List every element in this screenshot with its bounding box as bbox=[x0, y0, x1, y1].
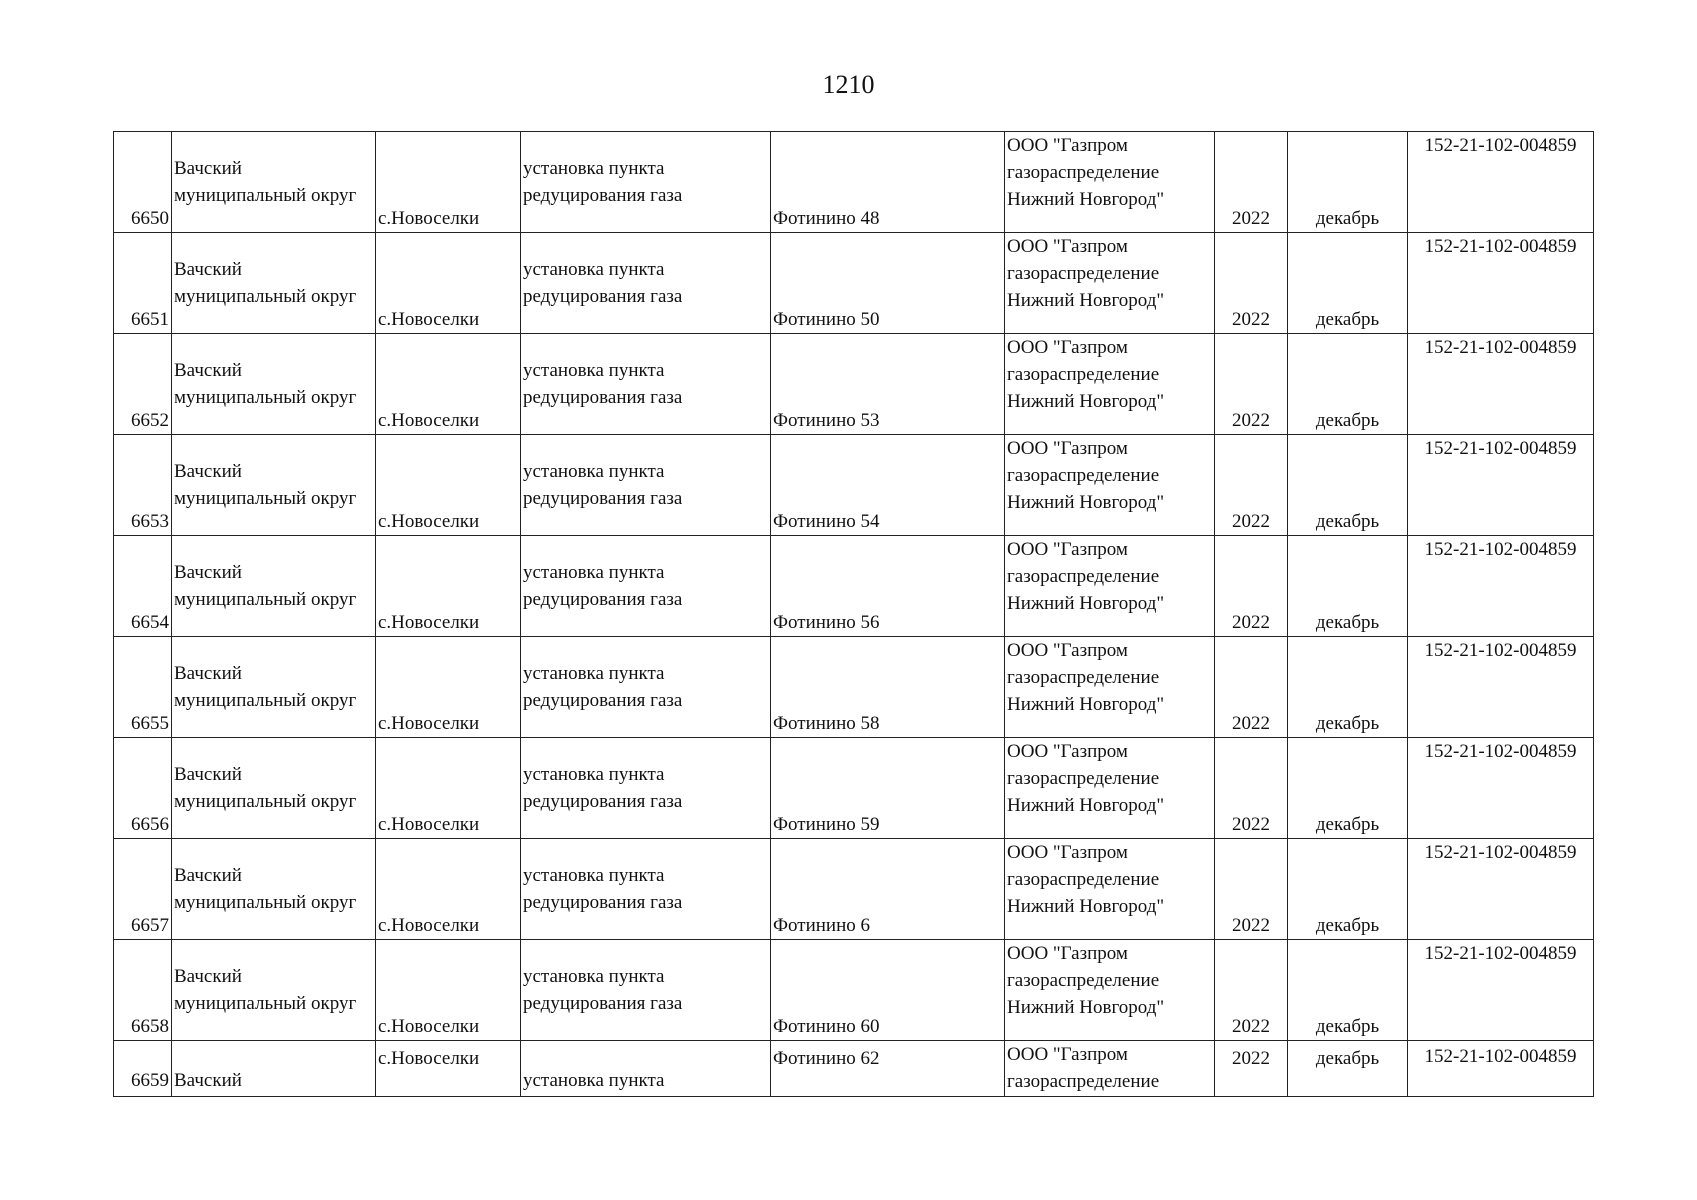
row-number: 6659 bbox=[114, 1041, 172, 1097]
settlement-cell: с.Новоселки bbox=[376, 940, 521, 1041]
code-cell: 152-21-102-004859 bbox=[1408, 1041, 1594, 1097]
organization-cell: ООО "Газпром газораспределение Нижний Новгород" bbox=[1005, 637, 1215, 738]
address-cell: Фотинино 50 bbox=[771, 233, 1005, 334]
table-row bbox=[114, 334, 1594, 435]
work-cell: установка пункта редуцирования газа bbox=[521, 536, 771, 637]
work-cell: установка пункта редуцирования газа bbox=[521, 233, 771, 334]
work-cell: установка пункта редуцирования газа bbox=[521, 940, 771, 1041]
district-cell: Вачский муниципальный округ bbox=[172, 940, 376, 1041]
registry-table bbox=[113, 131, 1594, 1097]
year-cell: 2022 bbox=[1215, 132, 1288, 233]
row-number: 6658 bbox=[114, 940, 172, 1041]
year-cell: 2022 bbox=[1215, 435, 1288, 536]
organization-cell: ООО "Газпром газораспределение Нижний Новгород" bbox=[1005, 536, 1215, 637]
address-cell: Фотинино 48 bbox=[771, 132, 1005, 233]
row-number: 6654 bbox=[114, 536, 172, 637]
table-row bbox=[114, 435, 1594, 536]
year-cell: 2022 bbox=[1215, 536, 1288, 637]
address-cell: Фотинино 59 bbox=[771, 738, 1005, 839]
work-cell: установка пункта редуцирования газа bbox=[521, 435, 771, 536]
district-cell: Вачский муниципальный округ bbox=[172, 637, 376, 738]
month-cell: декабрь bbox=[1288, 334, 1408, 435]
row-number: 6655 bbox=[114, 637, 172, 738]
district-cell: Вачский муниципальный округ bbox=[172, 435, 376, 536]
code-cell: 152-21-102-004859 bbox=[1408, 132, 1594, 233]
address-cell: Фотинино 58 bbox=[771, 637, 1005, 738]
settlement-cell: с.Новоселки bbox=[376, 435, 521, 536]
code-cell: 152-21-102-004859 bbox=[1408, 738, 1594, 839]
code-cell: 152-21-102-004859 bbox=[1408, 435, 1594, 536]
table-row bbox=[114, 738, 1594, 839]
year-cell: 2022 bbox=[1215, 738, 1288, 839]
work-cell: установка пункта редуцирования газа bbox=[521, 839, 771, 940]
address-cell: Фотинино 56 bbox=[771, 536, 1005, 637]
month-cell: декабрь bbox=[1288, 233, 1408, 334]
row-number: 6653 bbox=[114, 435, 172, 536]
district-cell: Вачский муниципальный округ bbox=[172, 536, 376, 637]
code-cell: 152-21-102-004859 bbox=[1408, 536, 1594, 637]
settlement-cell: с.Новоселки bbox=[376, 637, 521, 738]
work-cell: установка пункта редуцирования газа bbox=[521, 637, 771, 738]
organization-cell: ООО "Газпром газораспределение Нижний Новгород" bbox=[1005, 334, 1215, 435]
address-cell: Фотинино 60 bbox=[771, 940, 1005, 1041]
district-cell: Вачский bbox=[172, 1041, 376, 1097]
row-number: 6657 bbox=[114, 839, 172, 940]
month-cell: декабрь bbox=[1288, 738, 1408, 839]
month-cell: декабрь bbox=[1288, 940, 1408, 1041]
organization-cell: ООО "Газпром газораспределение bbox=[1005, 1041, 1215, 1097]
work-cell: установка пункта редуцирования газа bbox=[521, 132, 771, 233]
work-cell: установка пункта редуцирования газа bbox=[521, 738, 771, 839]
row-number: 6651 bbox=[114, 233, 172, 334]
table-row bbox=[114, 132, 1594, 233]
table-body bbox=[114, 132, 1594, 1097]
organization-cell: ООО "Газпром газораспределение Нижний Новгород" bbox=[1005, 435, 1215, 536]
address-cell: Фотинино 62 bbox=[771, 1041, 1005, 1097]
month-cell: декабрь bbox=[1288, 536, 1408, 637]
settlement-cell: с.Новоселки bbox=[376, 233, 521, 334]
organization-cell: ООО "Газпром газораспределение Нижний Новгород" bbox=[1005, 940, 1215, 1041]
settlement-cell: с.Новоселки bbox=[376, 334, 521, 435]
organization-cell: ООО "Газпром газораспределение Нижний Новгород" bbox=[1005, 839, 1215, 940]
address-cell: Фотинино 6 bbox=[771, 839, 1005, 940]
row-number: 6652 bbox=[114, 334, 172, 435]
code-cell: 152-21-102-004859 bbox=[1408, 637, 1594, 738]
row-number: 6650 bbox=[114, 132, 172, 233]
year-cell: 2022 bbox=[1215, 940, 1288, 1041]
settlement-cell: с.Новоселки bbox=[376, 536, 521, 637]
address-cell: Фотинино 54 bbox=[771, 435, 1005, 536]
work-cell: установка пункта редуцирования газа bbox=[521, 334, 771, 435]
code-cell: 152-21-102-004859 bbox=[1408, 334, 1594, 435]
year-cell: 2022 bbox=[1215, 637, 1288, 738]
month-cell: декабрь bbox=[1288, 1041, 1408, 1097]
organization-cell: ООО "Газпром газораспределение Нижний Новгород" bbox=[1005, 132, 1215, 233]
year-cell: 2022 bbox=[1215, 1041, 1288, 1097]
table-row-partial bbox=[114, 1041, 1594, 1097]
month-cell: декабрь bbox=[1288, 637, 1408, 738]
district-cell: Вачский муниципальный округ bbox=[172, 233, 376, 334]
organization-cell: ООО "Газпром газораспределение Нижний Новгород" bbox=[1005, 738, 1215, 839]
year-cell: 2022 bbox=[1215, 839, 1288, 940]
table-row bbox=[114, 233, 1594, 334]
code-cell: 152-21-102-004859 bbox=[1408, 940, 1594, 1041]
district-cell: Вачский муниципальный округ bbox=[172, 334, 376, 435]
settlement-cell: с.Новоселки bbox=[376, 738, 521, 839]
year-cell: 2022 bbox=[1215, 334, 1288, 435]
month-cell: декабрь bbox=[1288, 435, 1408, 536]
table-row bbox=[114, 637, 1594, 738]
address-cell: Фотинино 53 bbox=[771, 334, 1005, 435]
district-cell: Вачский муниципальный округ bbox=[172, 132, 376, 233]
table-row bbox=[114, 940, 1594, 1041]
table-row bbox=[114, 839, 1594, 940]
district-cell: Вачский муниципальный округ bbox=[172, 839, 376, 940]
settlement-cell: с.Новоселки bbox=[376, 1041, 521, 1097]
month-cell: декабрь bbox=[1288, 132, 1408, 233]
settlement-cell: с.Новоселки bbox=[376, 132, 521, 233]
year-cell: 2022 bbox=[1215, 233, 1288, 334]
settlement-cell: с.Новоселки bbox=[376, 839, 521, 940]
code-cell: 152-21-102-004859 bbox=[1408, 839, 1594, 940]
code-cell: 152-21-102-004859 bbox=[1408, 233, 1594, 334]
month-cell: декабрь bbox=[1288, 839, 1408, 940]
row-number: 6656 bbox=[114, 738, 172, 839]
district-cell: Вачский муниципальный округ bbox=[172, 738, 376, 839]
page-number: 1210 bbox=[822, 70, 875, 99]
work-cell: установка пункта bbox=[521, 1041, 771, 1097]
table-row bbox=[114, 536, 1594, 637]
organization-cell: ООО "Газпром газораспределение Нижний Новгород" bbox=[1005, 233, 1215, 334]
